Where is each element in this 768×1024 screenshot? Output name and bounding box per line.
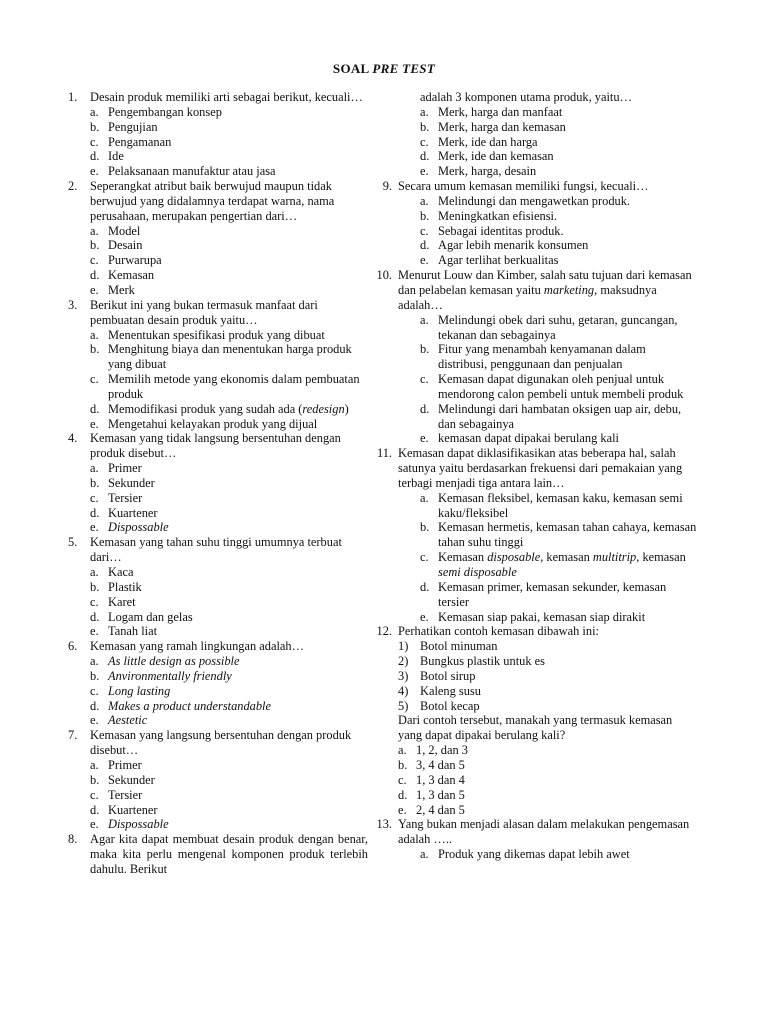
option-d: d. Kemasan primer, kemasan sekunder, kemasan tersier bbox=[420, 579, 667, 609]
option-e: e. Mengetahui kelayakan produk yang dijual bbox=[90, 416, 318, 431]
right-column bbox=[376, 90, 698, 862]
left-column bbox=[68, 90, 368, 877]
question-10: 10. Menurut Louw dan Kimber, salah satu tujuan dari kemasan dan pelabelan kemasan yaitu marketing, maksudnya adalah… a. Melindungi obek dari suhu, getaran, guncangan, tekanan dan sebagainya b. Fitur yang menambah kenyamanan dalam distribusi, penggunaan dan penjualan c. Kemasan dapat digunakan oleh penjual untuk mendorong calon pembeli untuk membeli produk d. Melindungi dari hambatan oksigen uap air, debu, dan sebagainya e. kemasan dapat dipakai berulang kali bbox=[368, 268, 698, 446]
option-c: c. Tersier bbox=[90, 787, 143, 802]
option-a: a. Kaca bbox=[90, 565, 134, 579]
option-e: e. Agar terlihat berkualitas bbox=[420, 253, 559, 268]
option-d: d. Kuartener bbox=[90, 505, 158, 520]
option-b: b. Meningkatkan efisiensi. bbox=[420, 208, 558, 223]
option-d: d. Melindungi dari hambatan oksigen uap air, debu, dan sebagainya bbox=[420, 401, 682, 431]
option-b: b. 3, 4 dan 5 bbox=[398, 757, 465, 772]
option-e: e. Tanah liat bbox=[90, 624, 158, 639]
option-b: b. Pengujian bbox=[90, 119, 158, 134]
option-a: a. As little design as possible bbox=[90, 654, 240, 669]
page-title: SOAL PRE TEST bbox=[332, 61, 436, 76]
option-c: c. Pengamanan bbox=[90, 134, 172, 149]
option-e: e. Pelaksanaan manufaktur atau jasa bbox=[90, 164, 276, 179]
question-text: Agar kita dapat membuat desain produk dengan benar, maka kita perlu mengenal komponen produk terlebih dahulu. Berikut bbox=[90, 832, 368, 876]
question-text: Kemasan yang ramah lingkungan adalah… bbox=[90, 639, 305, 654]
option-e: e. Dispossable bbox=[90, 817, 169, 832]
question-8-continued bbox=[398, 90, 698, 179]
option-e: e. Kemasan siap pakai, kemasan siap dirakit bbox=[420, 609, 646, 624]
option-d: d. Agar lebih menarik konsumen bbox=[420, 238, 589, 253]
list-item: 4) Kaleng susu bbox=[398, 683, 481, 698]
question-text: Kemasan yang tahan suhu tinggi umumnya terbuat dari… bbox=[90, 535, 342, 565]
question-text: Seperangkat atribut baik berwujud maupun tidak berwujud yang didalamnya terdapat warna, nama perusahaan, merupakan pengertian dari… bbox=[90, 179, 335, 223]
option-e: e. Merk bbox=[90, 282, 135, 297]
option-a: a. Primer bbox=[90, 461, 142, 476]
option-d: d. 1, 3 dan 5 bbox=[398, 787, 465, 802]
list-item: 2) Bungkus plastik untuk es bbox=[398, 654, 545, 669]
option-b: b. Plastik bbox=[90, 579, 142, 594]
option-a: a. Menentukan spesifikasi produk yang dibuat bbox=[90, 327, 325, 342]
question-8: 8. Agar kita dapat membuat desain produk dengan benar, maka kita perlu mengenal komponen produk terlebih dahulu. Berikut bbox=[68, 832, 368, 876]
question-subtext: Dari contoh tersebut, manakah yang termasuk kemasan yang dapat dipakai berulang kali? bbox=[398, 713, 673, 743]
option-c: c. Kemasan disposable, kemasan multitrip, kemasan semi disposable bbox=[420, 550, 686, 579]
question-5: 5. Kemasan yang tahan suhu tinggi umumnya terbuat dari… a. Kaca b. Plastik c. Karet d. Logam dan gelas e. Tanah liat bbox=[68, 535, 368, 639]
question-text: Yang bukan menjadi alasan dalam melakukan pengemasan adalah ….. bbox=[398, 817, 690, 847]
question-11: 11. Kemasan dapat diklasifikasikan atas beberapa hal, salah satunya yaitu berdasarkan frekuensi dari pemakaian yang terbagi menjadi tiga antara lain… a. Kemasan fleksibel, kemasan kaku, kemasan semi kaku/fleksibel b. Kemasan hermetis, kemasan tahan cahaya, kemasan tahan suhu tinggi c. Kemasan disposable, kemasan multitrip, kemasan semi disposable d. Kemasan primer, kemasan sekunder, kemasan tersier e. Kemasan siap pakai, kemasan siap dirakit bbox=[368, 446, 698, 624]
option-a: a. Melindungi obek dari suhu, getaran, guncangan, tekanan dan sebagainya bbox=[420, 312, 678, 342]
question-text: Desain produk memiliki arti sebagai berikut, kecuali… bbox=[90, 90, 363, 104]
option-b: b. Menghitung biaya dan menentukan harga produk yang dibuat bbox=[90, 342, 352, 372]
option-d: d. Kuartener bbox=[90, 802, 158, 817]
option-a: a. Kemasan fleksibel, kemasan kaku, kemasan semi kaku/fleksibel bbox=[420, 490, 683, 520]
question-12: 12. Perhatikan contoh kemasan dibawah ini: 1) Botol minuman 2) Bungkus plastik untuk es 3) Botol sirup 4) Kaleng susu 5) Botol kecap Dari contoh tersebut, manakah yang termasuk kemasan yang dapat dipakai berulang kali? a. 1, 2, dan 3 b. 3, 4 dan 5 c. 1, 3 dan 4 d. 1, 3 dan 5 e. 2, 4 dan 5 bbox=[368, 624, 698, 817]
option-c: c. Long lasting bbox=[90, 683, 171, 698]
option-c: c. Purwarupa bbox=[90, 253, 162, 268]
option-d: d. Logam dan gelas bbox=[90, 609, 193, 624]
option-e: e. kemasan dapat dipakai berulang kali bbox=[420, 431, 619, 446]
option-d: d. Kemasan bbox=[90, 268, 155, 283]
option-a: a. Primer bbox=[90, 757, 142, 772]
option-d: d. Ide bbox=[90, 149, 124, 164]
option-a: a. Pengembangan konsep bbox=[90, 104, 222, 119]
option-e: e. Dispossable bbox=[90, 520, 169, 535]
option-d: d. Makes a product understandable bbox=[90, 698, 272, 713]
option-c: c. Sebagai identitas produk. bbox=[420, 223, 564, 238]
option-c: c. Kemasan dapat digunakan oleh penjual untuk mendorong calon pembeli untuk membeli produk bbox=[420, 372, 684, 401]
option-b: b. Desain bbox=[90, 238, 143, 253]
option-b: b. Fitur yang menambah kenyamanan dalam distribusi, penggunaan dan penjualan bbox=[420, 342, 646, 372]
option-c: c. Memilih metode yang ekonomis dalam pembuatan produk bbox=[90, 372, 360, 401]
option-a: a. 1, 2, dan 3 bbox=[398, 743, 468, 758]
option-b: b. Kemasan hermetis, kemasan tahan cahaya, kemasan tahan suhu tinggi bbox=[420, 520, 697, 550]
question-1: 1. Desain produk memiliki arti sebagai berikut, kecuali… a. Pengembangan konsep b. Pengujian c. Pengamanan d. Ide e. Pelaksanaan manufaktur atau jasa bbox=[68, 90, 368, 179]
question-6: 6. Kemasan yang ramah lingkungan adalah… a. As little design as possible b. Anvironmentally friendly c. Long lasting d. Makes a product understandable e. Aestetic bbox=[68, 639, 368, 728]
question-text: Kemasan dapat diklasifikasikan atas beberapa hal, salah satunya yaitu berdasarkan frekuensi dari pemakaian yang terbagi menjadi tiga antara lain… bbox=[398, 446, 683, 490]
option-b: b. Merk, harga dan kemasan bbox=[420, 119, 566, 134]
option-c: c. Tersier bbox=[90, 490, 143, 505]
question-13: 13. Yang bukan menjadi alasan dalam melakukan pengemasan adalah ….. a. Produk yang dikemas dapat lebih awet bbox=[368, 817, 698, 862]
question-4: 4. Kemasan yang tidak langsung bersentuhan dengan produk disebut… a. Primer b. Sekunder c. Tersier d. Kuartener e. Dispossable bbox=[68, 431, 368, 535]
option-d: d. Merk, ide dan kemasan bbox=[420, 149, 554, 164]
list-item: 1) Botol minuman bbox=[398, 639, 498, 654]
question-text: Kemasan yang tidak langsung bersentuhan dengan produk disebut… bbox=[90, 431, 341, 461]
option-e: e. Aestetic bbox=[90, 713, 148, 728]
question-3: 3. Berikut ini yang bukan termasuk manfaat dari pembuatan desain produk yaitu… a. Menentukan spesifikasi produk yang dibuat b. Menghitung biaya dan menentukan harga produk yang dibuat c. Memilih metode yang ekonomis dalam pembuatan produk d. Memodifikasi produk yang sudah ada (redesign) e. Mengetahui kelayakan produk yang dijual bbox=[68, 298, 368, 432]
question-text: Berikut ini yang bukan termasuk manfaat dari pembuatan desain produk yaitu… bbox=[90, 297, 318, 327]
option-c: c. Karet bbox=[90, 594, 136, 609]
option-b: b. Anvironmentally friendly bbox=[90, 668, 232, 683]
option-d: d. Memodifikasi produk yang sudah ada (redesign) bbox=[90, 401, 349, 416]
question-text: Kemasan yang langsung bersentuhan dengan produk disebut… bbox=[90, 728, 352, 758]
list-item: 3) Botol sirup bbox=[398, 668, 476, 683]
option-e: e. Merk, harga, desain bbox=[420, 164, 537, 179]
option-b: b. Sekunder bbox=[90, 772, 155, 787]
list-item: 5) Botol kecap bbox=[398, 698, 480, 713]
question-text: Menurut Louw dan Kimber, salah satu tujuan dari kemasan dan pelabelan kemasan yaitu marketing, maksudnya adalah… bbox=[398, 268, 692, 312]
option-b: b. Sekunder bbox=[90, 475, 155, 490]
question-2: 2. Seperangkat atribut baik berwujud maupun tidak berwujud yang didalamnya terdapat warna, nama perusahaan, merupakan pengertian dari… a. Model b. Desain c. Purwarupa d. Kemasan e. Merk bbox=[68, 179, 368, 298]
question-text-continued: adalah 3 komponen utama produk, yaitu… bbox=[420, 90, 632, 104]
option-c: c. 1, 3 dan 4 bbox=[398, 772, 465, 787]
question-text: Perhatikan contoh kemasan dibawah ini: bbox=[398, 624, 599, 639]
option-e: e. 2, 4 dan 5 bbox=[398, 802, 465, 817]
question-7: 7. Kemasan yang langsung bersentuhan dengan produk disebut… a. Primer b. Sekunder c. Tersier d. Kuartener e. Dispossable bbox=[68, 728, 368, 832]
question-9: 9. Secara umum kemasan memiliki fungsi, kecuali… a. Melindungi dan mengawetkan produk. b. Meningkatkan efisiensi. c. Sebagai identitas produk. d. Agar lebih menarik konsumen e. Agar terlihat berkualitas bbox=[368, 179, 698, 268]
option-a: a. Merk, harga dan manfaat bbox=[420, 104, 563, 119]
option-a: a. Model bbox=[90, 223, 141, 238]
option-c: c. Merk, ide dan harga bbox=[420, 134, 538, 149]
option-a: a. Produk yang dikemas dapat lebih awet bbox=[420, 847, 630, 862]
question-text: Secara umum kemasan memiliki fungsi, kecuali… bbox=[398, 179, 649, 194]
option-a: a. Melindungi dan mengawetkan produk. bbox=[420, 193, 631, 208]
